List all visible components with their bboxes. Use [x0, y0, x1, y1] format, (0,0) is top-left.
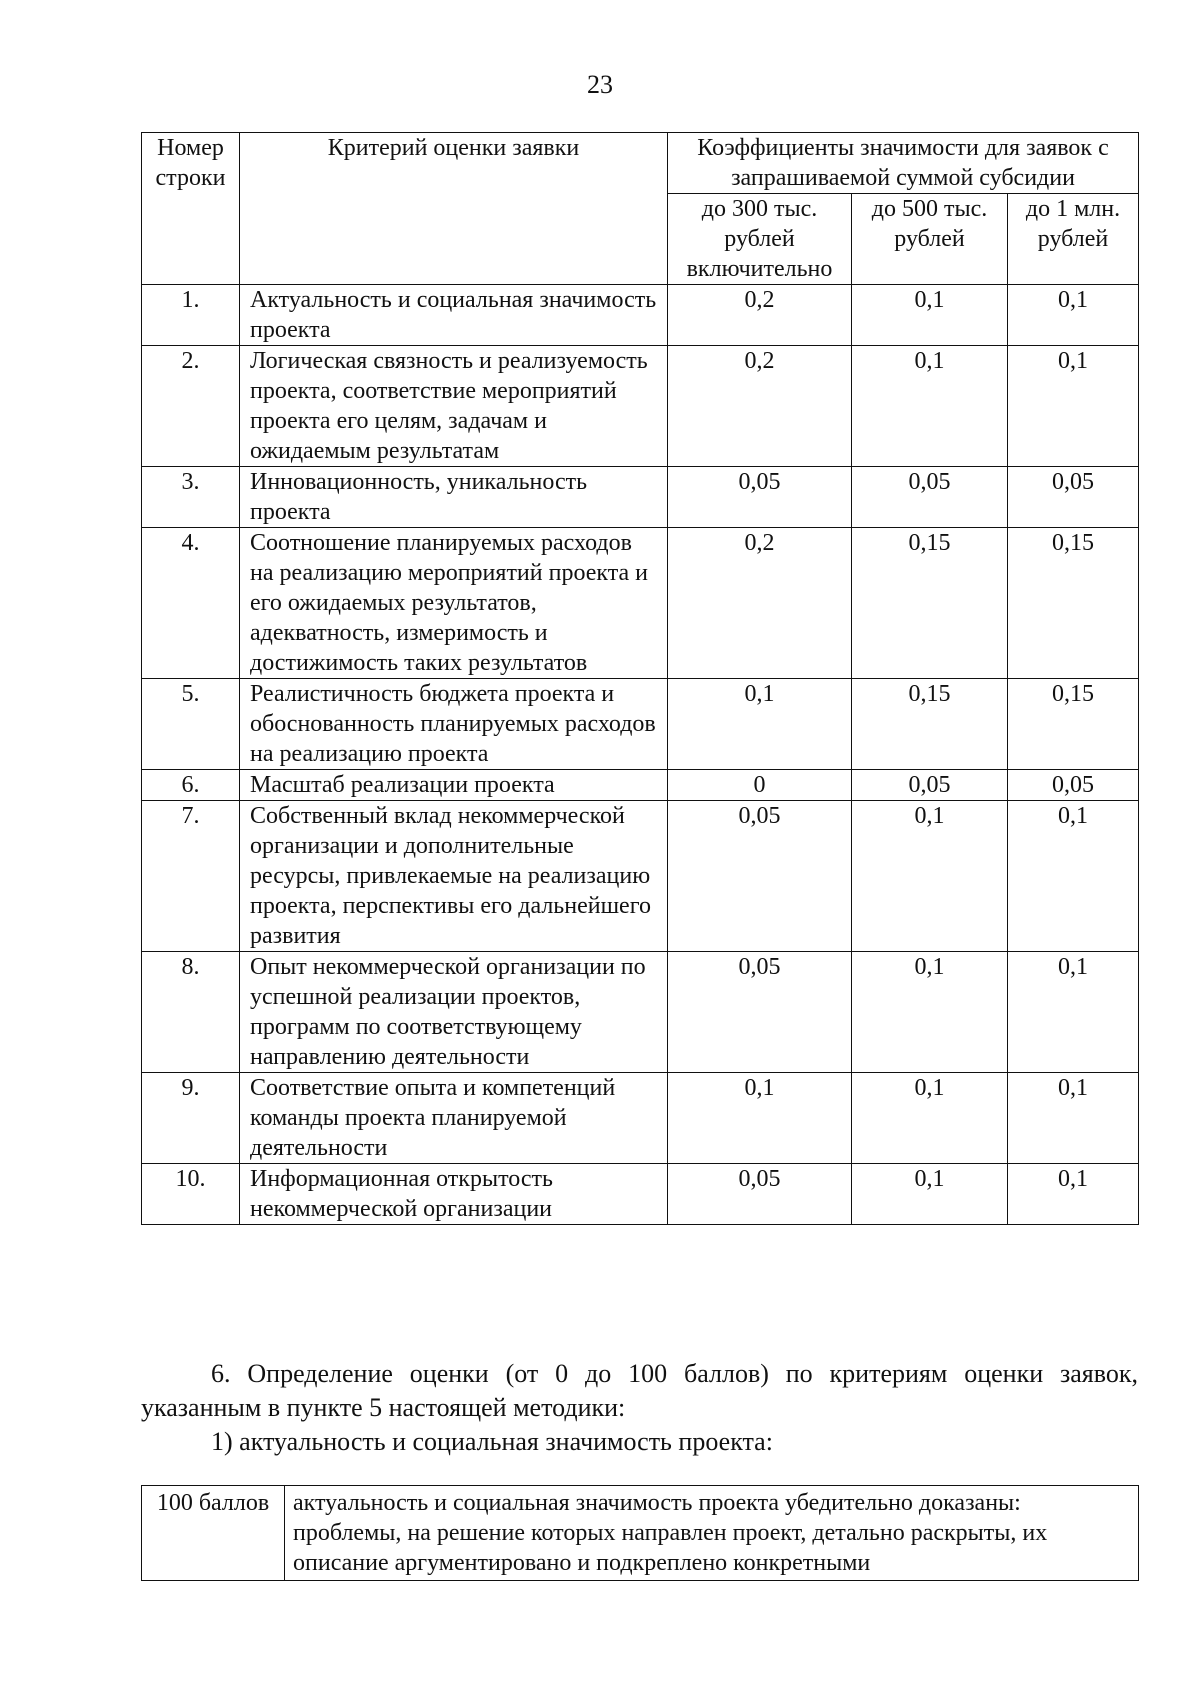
criterion-cell: Опыт некоммерческой организации по успешной реализации проектов, программ по соответствующему направлению деятельности	[240, 952, 668, 1073]
criteria-body	[142, 285, 1139, 1225]
criterion-cell: Логическая связность и реализуемость проекта, соответствие мероприятий проекта его целям, задачам и ожидаемым результатам	[240, 346, 668, 467]
paragraph-6-1: 1) актуальность и социальная значимость проекта:	[211, 1427, 773, 1456]
row-number-cell: 5.	[142, 679, 240, 770]
table-row	[142, 1486, 1139, 1581]
coefficient-1m-cell: 0,1	[1008, 1073, 1139, 1164]
criterion-cell: Соотношение планируемых расходов на реализацию мероприятий проекта и его ожидаемых результатов, адекватность, измеримость и достижимость таких результатов	[240, 528, 668, 679]
score-cell: 100 баллов	[142, 1486, 285, 1581]
coefficient-300k-cell: 0,2	[668, 346, 852, 467]
coefficient-300k-cell: 0,05	[668, 952, 852, 1073]
coefficient-1m-cell: 0,1	[1008, 1164, 1139, 1225]
coefficient-1m-cell: 0,05	[1008, 467, 1139, 528]
coefficient-1m-cell: 0,1	[1008, 346, 1139, 467]
coefficient-500k-cell: 0,05	[852, 770, 1008, 801]
coefficient-500k-cell: 0,1	[852, 801, 1008, 952]
header-up-to-300k: до 300 тыс. рублей включительно	[668, 194, 852, 285]
row-number-cell: 1.	[142, 285, 240, 346]
row-number-cell: 3.	[142, 467, 240, 528]
coefficient-300k-cell: 0,05	[668, 467, 852, 528]
score-table	[141, 1485, 1139, 1581]
coefficient-300k-cell: 0,05	[668, 1164, 852, 1225]
row-number-cell: 2.	[142, 346, 240, 467]
coefficient-300k-cell: 0,1	[668, 1073, 852, 1164]
table-row	[142, 801, 1139, 952]
table-row	[142, 952, 1139, 1073]
coefficient-300k-cell: 0,2	[668, 285, 852, 346]
row-number-cell: 8.	[142, 952, 240, 1073]
row-number-cell: 9.	[142, 1073, 240, 1164]
coefficient-1m-cell: 0,15	[1008, 679, 1139, 770]
table-row	[142, 1164, 1139, 1225]
table-row	[142, 770, 1139, 801]
header-criterion: Критерий оценки заявки	[240, 133, 668, 285]
coefficient-1m-cell: 0,15	[1008, 528, 1139, 679]
coefficient-500k-cell: 0,05	[852, 467, 1008, 528]
coefficient-300k-cell: 0	[668, 770, 852, 801]
table-row	[142, 679, 1139, 770]
header-row-number: Номер строки	[142, 133, 240, 285]
criterion-cell: Собственный вклад некоммерческой организации и дополнительные ресурсы, привлекаемые на реализацию проекта, перспективы его дальнейшего развития	[240, 801, 668, 952]
row-number-cell: 6.	[142, 770, 240, 801]
header-coefficients: Коэффициенты значимости для заявок с запрашиваемой суммой субсидии	[668, 133, 1139, 194]
coefficient-1m-cell: 0,05	[1008, 770, 1139, 801]
coefficient-500k-cell: 0,15	[852, 679, 1008, 770]
criterion-cell: Реалистичность бюджета проекта и обоснованность планируемых расходов на реализацию проекта	[240, 679, 668, 770]
criterion-cell: Масштаб реализации проекта	[240, 770, 668, 801]
coefficient-300k-cell: 0,1	[668, 679, 852, 770]
criteria-header-row	[142, 133, 1139, 194]
score-description-cell: актуальность и социальная значимость проекта убедительно доказаны: проблемы, на решение которых направлен проект, детально раскрыты, их описание аргументировано и подкреплено конкретными	[285, 1486, 1139, 1581]
criteria-table	[141, 132, 1139, 1225]
criterion-cell: Информационная открытость некоммерческой организации	[240, 1164, 668, 1225]
criterion-cell: Актуальность и социальная значимость проекта	[240, 285, 668, 346]
row-number-cell: 4.	[142, 528, 240, 679]
coefficient-500k-cell: 0,15	[852, 528, 1008, 679]
row-number-cell: 7.	[142, 801, 240, 952]
coefficient-500k-cell: 0,1	[852, 1164, 1008, 1225]
row-number-cell: 10.	[142, 1164, 240, 1225]
coefficient-500k-cell: 0,1	[852, 952, 1008, 1073]
header-up-to-500k: до 500 тыс. рублей	[852, 194, 1008, 285]
table-row	[142, 285, 1139, 346]
header-up-to-1m: до 1 млн. рублей	[1008, 194, 1139, 285]
paragraph-6: 6. Определение оценки (от 0 до 100 баллов) по критериям оценки заявок, указанным в пункте 5 настоящей методики:	[141, 1359, 1138, 1422]
coefficient-500k-cell: 0,1	[852, 346, 1008, 467]
coefficient-1m-cell: 0,1	[1008, 801, 1139, 952]
table-row	[142, 467, 1139, 528]
table-row	[142, 528, 1139, 679]
coefficient-1m-cell: 0,1	[1008, 952, 1139, 1073]
criterion-cell: Соответствие опыта и компетенций команды проекта планируемой деятельности	[240, 1073, 668, 1164]
coefficient-500k-cell: 0,1	[852, 285, 1008, 346]
criterion-cell: Инновационность, уникальность проекта	[240, 467, 668, 528]
page-number: 23	[587, 70, 613, 99]
coefficient-300k-cell: 0,2	[668, 528, 852, 679]
score-body	[142, 1486, 1139, 1581]
table-row	[142, 1073, 1139, 1164]
coefficient-500k-cell: 0,1	[852, 1073, 1008, 1164]
table-row	[142, 346, 1139, 467]
coefficient-1m-cell: 0,1	[1008, 285, 1139, 346]
coefficient-300k-cell: 0,05	[668, 801, 852, 952]
